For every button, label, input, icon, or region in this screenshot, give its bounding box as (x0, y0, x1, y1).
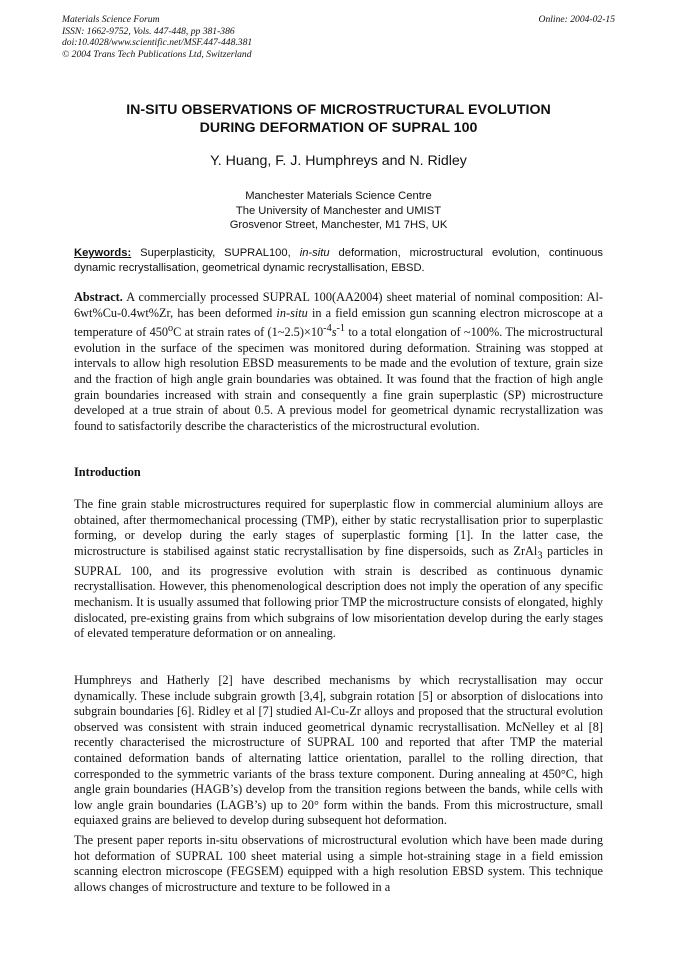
exponent-sup: -4 (323, 323, 332, 335)
online-date: Online: 2004-02-15 (538, 14, 615, 25)
journal-copyright: © 2004 Trans Tech Publications Ltd, Switzerland (62, 48, 252, 60)
para1-sub: 3 (537, 550, 543, 562)
abstract-text-2: in a field emission gun scanning electron microscope at a temperature of 450 (74, 305, 603, 340)
journal-name: Materials Science Forum (62, 14, 160, 25)
keywords-text-1: Superplasticity, SUPRAL100, (131, 247, 300, 259)
para1-text-b: particles in SUPRAL 100, and its progressive evolution with strain is described as continuous dynamic recrystallisation. However, this phenomenological description does not imply the operation of any specific mechanism. It is usually assumed that following prior TMP the microstructure consists of elongated, highly dislocated, pre-existing grains from which subgrains of low misorientation develop during the early stages of elevated temperature deformation or on annealing. (74, 543, 603, 641)
introduction-heading: Introduction (74, 465, 141, 479)
journal-doi: doi:10.4028/www.scientific.net/MSF.447-448.381 (62, 37, 253, 49)
keywords-label: Keywords: (74, 247, 132, 259)
authors: Y. Huang, F. J. Humphreys and N. Ridley (210, 153, 467, 169)
keywords-italic: in-situ (299, 247, 330, 259)
unit-s: s (331, 325, 337, 340)
keywords-text-2: deformation, microstructural evolution, continuous dynamic recrystallisation, geometrical dynamic recrystallisation, EBSD. (74, 247, 603, 274)
intro-paragraph-1 (74, 497, 603, 642)
unit-s-sup: -1 (336, 323, 346, 335)
abstract-text-3: C at strain rates of (1~2.5)×10 (173, 325, 324, 340)
para1-text-a: The fine grain stable microstructures required for superplastic flow in commercial aluminium alloys are obtained, after thermomechanical processing (TMP), either by static recrystallisation prior to superplastic forming, or develop during the early stages of superplastic forming [1]. In the latter case, the microstructure is stabilised against static recrystallisation by fine dispersoids, such as ZrAl (74, 497, 603, 558)
paper-title (62, 101, 615, 137)
affiliation-line-3: Grosvenor Street, Manchester, M1 7HS, UK (229, 219, 448, 232)
affiliation-line-1: Manchester Materials Science Centre (245, 190, 432, 202)
intro-paragraph-2: Humphreys and Hatherly [2] have described mechanisms by which recrystallisation may occur dynamically. These include subgrain growth [3,4], subgrain rotation [5] or absorption of dislocations into subgrain boundaries [6]. Ridley et al [7] studied Al-Cu-Zr alloys and proposed that the structural evolution observed was consistent with strain induced geometrical dynamic recrystallisation. McNelley et al [8] recently characterised the microstructure of SUPRAL 100 and reported that after TMP the material contained deformation bands of alternating lattice orientation, parallel to the rolling direction, that corresponded to the symmetric variants of the brass texture component. During annealing at 450°C, high angle grain boundaries (HAGB’s) develop from the transition regions between the bands, while cells with low angle grain boundaries (LAGB’s) up to 20° form within the bands. From this microstructure, small equiaxed grains are believed to develop during subsequent hot deformation. (74, 673, 603, 828)
abstract-label: Abstract. (74, 290, 123, 304)
keywords (74, 246, 603, 275)
intro-paragraph-3: The present paper reports in-situ observations of microstructural evolution which have been made during hot deformation of SUPRAL 100 sheet material using a simple hot-straining stage in a field emission scanning electron microscope (FEGSEM) equipped with a high resolution EBSD system. This technique allows changes of microstructure and texture to be followed in a (74, 833, 603, 894)
title-line-1: IN-SITU OBSERVATIONS OF MICROSTRUCTURAL EVOLUTION (126, 102, 551, 118)
journal-issn: ISSN: 1662-9752, Vols. 447-448, pp 381-386 (62, 25, 235, 37)
degree-sup: o (168, 323, 174, 335)
abstract-text-1: A commercially processed SUPRAL 100(AA2004) sheet material of nominal composition: Al-6wt%Cu-0.4wt%Zr, has been deformed (74, 290, 603, 320)
abstract-text-4: to a total elongation of ~100%. The microstructural evolution in the surface of the specimen was monitored during deformation. Straining was stopped at intervals to allow high resolution EBSD measurements to be made and the evolution of texture, grain size and the fraction of high angle grain boundaries was obtained. It was found that the fraction of high angle grain boundaries increased with strain and consequently a fine grain superplastic (SP) microstructure developed at a true strain of about 0.5. A previous model for geometrical dynamic recrystallization was found to satisfactorily describe the characteristics of the microstructural evolution. (74, 325, 603, 433)
affiliation (62, 189, 615, 233)
abstract-italic: in-situ (276, 305, 308, 320)
affiliation-line-2: The University of Manchester and UMIST (235, 204, 442, 217)
title-line-2: DURING DEFORMATION OF SUPRAL 100 (199, 120, 478, 136)
abstract (74, 290, 603, 434)
journal-header (62, 14, 252, 60)
